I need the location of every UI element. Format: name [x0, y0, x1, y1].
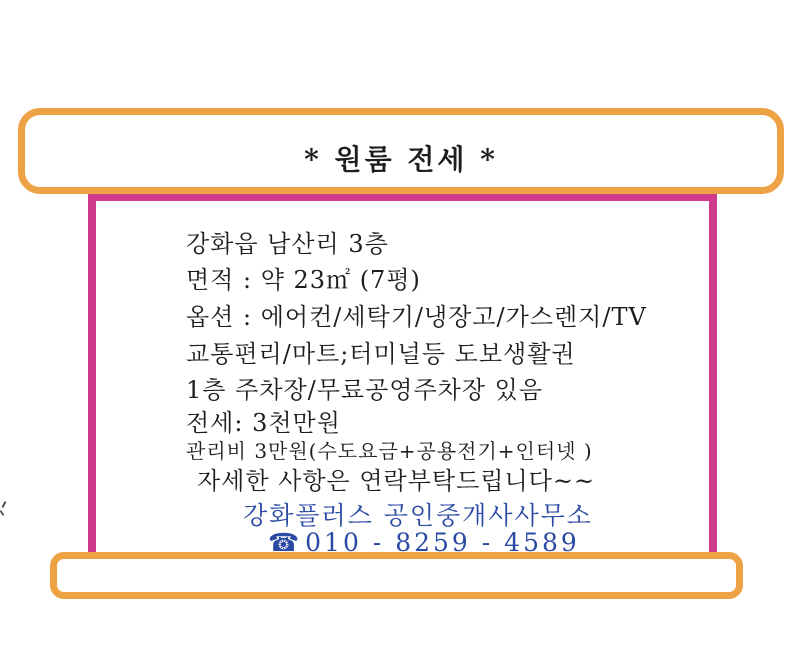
footer-banner	[50, 552, 743, 599]
agency-name: 강화플러스 공인중개사사무소	[243, 501, 593, 530]
transport-convenience-line: 교통편리/마트;터미널등 도보생활권	[186, 340, 576, 368]
property-location-line: 강화읍 남산리 3층	[186, 230, 389, 258]
scan-artifact	[0, 500, 10, 520]
area-line: 면적 : 약 23㎡ (7평)	[186, 266, 421, 294]
scan-artifact-stroke	[0, 510, 5, 516]
options-line: 옵션 : 에어컨/세탁기/냉장고/가스렌지/TV	[186, 303, 647, 331]
page-title: * 원룸 전세 *	[304, 143, 498, 176]
title-banner	[18, 108, 784, 194]
parking-line: 1층 주차장/무료공영주차장 있음	[186, 376, 544, 404]
contact-note-line: 자세한 사항은 연락부탁드립니다~~	[197, 467, 596, 495]
phone-icon: ☎	[268, 528, 300, 557]
maintenance-fee-line: 관리비 3만원(수도요금+공용전기+인터넷 )	[186, 439, 593, 463]
scan-artifact-stroke	[1, 501, 6, 508]
phone-number: 010 - 8259 - 4589	[305, 528, 580, 557]
jeonse-price-line: 전세: 3천만원	[186, 409, 341, 437]
phone-line	[268, 528, 580, 557]
